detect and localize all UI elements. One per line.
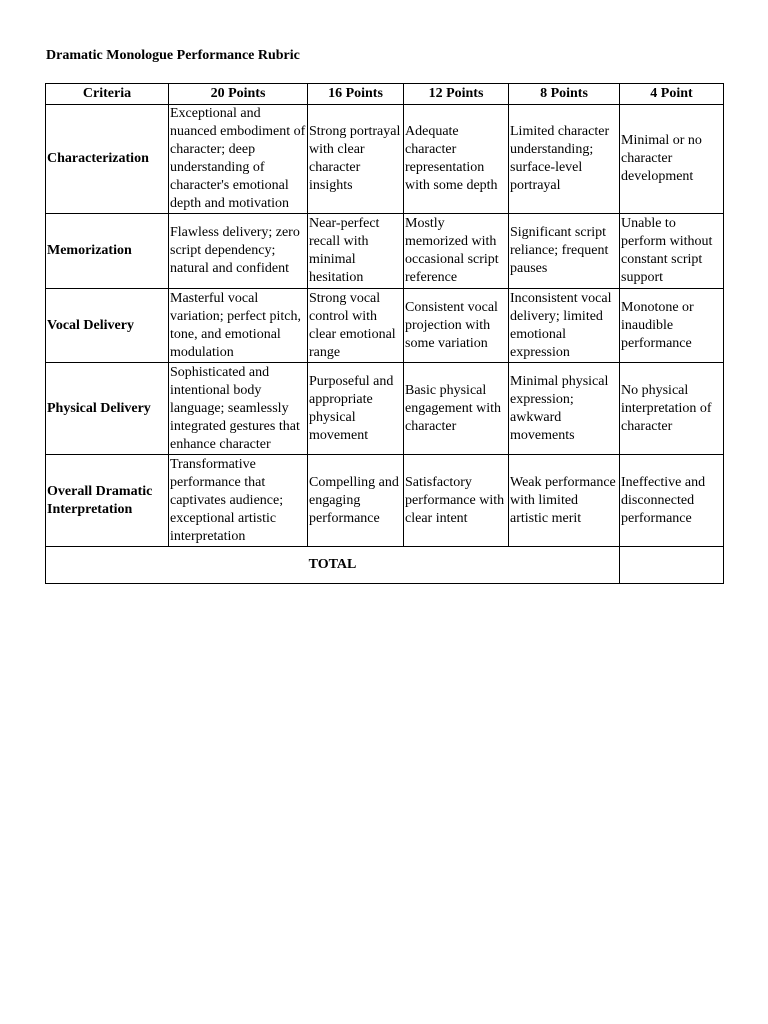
criteria-cell: Memorization	[46, 214, 169, 289]
description-cell: Mostly memorized with occasional script reference	[404, 214, 509, 289]
column-header-20-points: 20 Points	[169, 84, 308, 105]
description-cell: Consistent vocal projection with some variation	[404, 289, 509, 363]
column-header-16-points: 16 Points	[308, 84, 404, 105]
criteria-cell: Characterization	[46, 105, 169, 214]
description-cell: Strong vocal control with clear emotional range	[308, 289, 404, 363]
description-cell: Weak performance with limited artistic merit	[509, 455, 620, 547]
total-value-cell	[620, 547, 724, 584]
description-cell: Minimal or no character development	[620, 105, 724, 214]
description-cell: Limited character understanding; surface-level portrayal	[509, 105, 620, 214]
column-header-criteria: Criteria	[46, 84, 169, 105]
description-cell: Purposeful and appropriate physical movement	[308, 363, 404, 455]
criteria-cell: Overall Dramatic Interpretation	[46, 455, 169, 547]
table-row	[46, 363, 724, 455]
criteria-cell: Vocal Delivery	[46, 289, 169, 363]
description-cell: Minimal physical expression; awkward movements	[509, 363, 620, 455]
description-cell: Monotone or inaudible performance	[620, 289, 724, 363]
table-row	[46, 455, 724, 547]
column-header-4-point: 4 Point	[620, 84, 724, 105]
table-row	[46, 105, 724, 214]
table-row	[46, 214, 724, 289]
description-cell: Compelling and engaging performance	[308, 455, 404, 547]
total-row	[46, 547, 724, 584]
description-cell: No physical interpretation of character	[620, 363, 724, 455]
rubric-table	[45, 83, 724, 584]
description-cell: Exceptional and nuanced embodiment of character; deep understanding of character's emotional depth and motivation	[169, 105, 308, 214]
table-row	[46, 289, 724, 363]
total-label: TOTAL	[46, 547, 620, 584]
description-cell: Flawless delivery; zero script dependency; natural and confident	[169, 214, 308, 289]
description-cell: Near-perfect recall with minimal hesitation	[308, 214, 404, 289]
column-header-12-points: 12 Points	[404, 84, 509, 105]
description-cell: Transformative performance that captivates audience; exceptional artistic interpretation	[169, 455, 308, 547]
description-cell: Adequate character representation with some depth	[404, 105, 509, 214]
description-cell: Unable to perform without constant script support	[620, 214, 724, 289]
description-cell: Satisfactory performance with clear intent	[404, 455, 509, 547]
column-header-8-points: 8 Points	[509, 84, 620, 105]
description-cell: Ineffective and disconnected performance	[620, 455, 724, 547]
description-cell: Sophisticated and intentional body language; seamlessly integrated gestures that enhance character	[169, 363, 308, 455]
document-title: Dramatic Monologue Performance Rubric	[46, 48, 300, 63]
description-cell: Strong portrayal with clear character insights	[308, 105, 404, 214]
description-cell: Inconsistent vocal delivery; limited emotional expression	[509, 289, 620, 363]
description-cell: Significant script reliance; frequent pauses	[509, 214, 620, 289]
criteria-cell: Physical Delivery	[46, 363, 169, 455]
header-row	[46, 84, 724, 105]
description-cell: Basic physical engagement with character	[404, 363, 509, 455]
description-cell: Masterful vocal variation; perfect pitch, tone, and emotional modulation	[169, 289, 308, 363]
